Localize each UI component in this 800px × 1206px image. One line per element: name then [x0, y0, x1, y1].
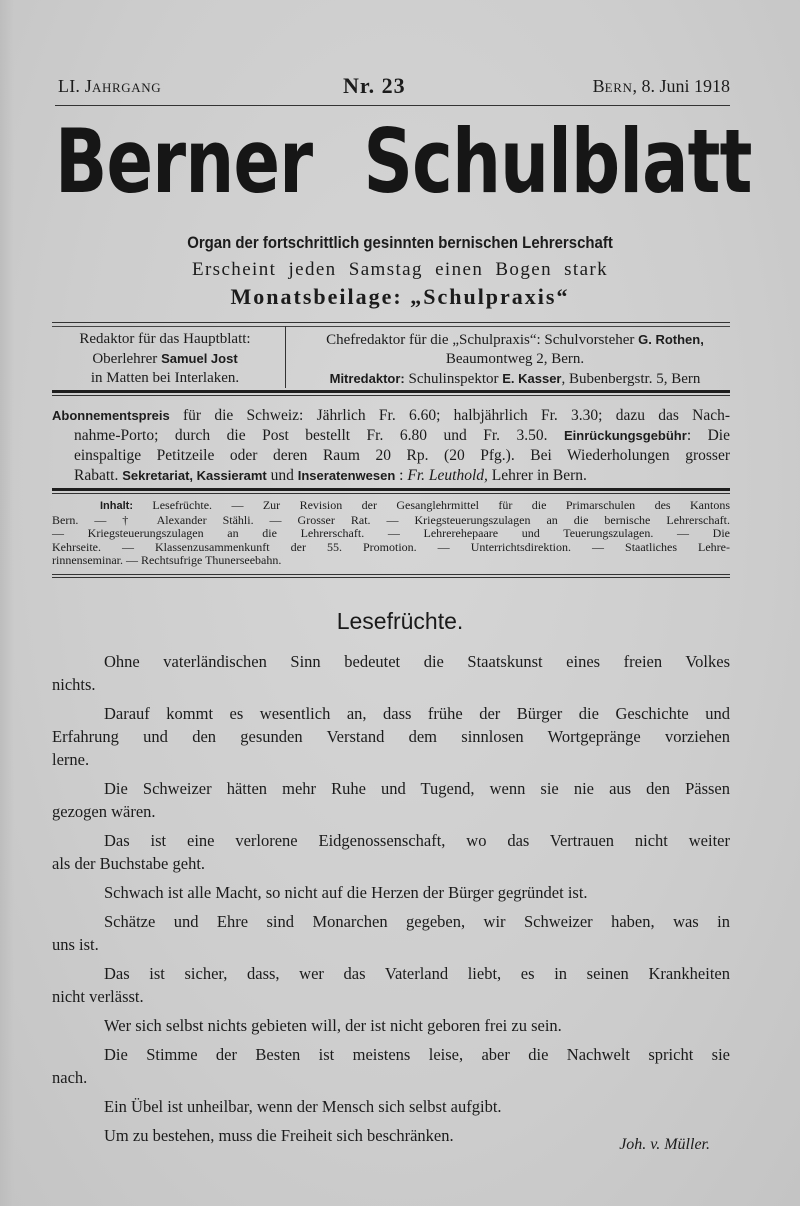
contents-text-1: Lesefrüchte. — Zur Revision der Gesanglehrmittel für die Primarschulen des Kantons — [133, 498, 730, 512]
quote-line: Die Stimme der Besten ist meistens leise, aber die Nachwelt spricht sie — [104, 1045, 730, 1064]
issue-date: , 8. Juni 1918 — [632, 76, 730, 96]
quote-line: Das ist eine verlorene Eidgenossenschaft, wo das Vertrauen nicht weiter — [104, 831, 730, 850]
subscription-line-1 — [52, 406, 730, 426]
subscription-bottom-thin-rule — [52, 493, 730, 494]
main-editor-title: Redaktor für das Hauptblatt: — [79, 331, 251, 347]
quote-line: nicht verlässt. — [52, 987, 144, 1006]
masthead-info-line — [58, 73, 730, 100]
contents-label: Inhalt: — [100, 500, 133, 512]
subscription-post-text: nahme-Porto; durch die Post bestellt Fr. 6.80 und Fr. 3.50. — [74, 427, 565, 444]
quote-paragraph — [52, 910, 730, 956]
contents-bottom-rule-1 — [52, 574, 730, 575]
quote-line: Ohne vaterländischen Sinn bedeutet die Staatskunst eines freien Volkes — [104, 652, 730, 671]
subscription-bottom-heavy-rule — [52, 488, 730, 491]
quote-paragraph — [52, 650, 730, 696]
editors-bottom-thin-rule — [52, 395, 730, 396]
masthead-rule — [55, 105, 730, 106]
quote-paragraph — [52, 702, 730, 771]
quote-paragraph — [52, 881, 730, 904]
main-editor-location: in Matten bei Interlaken. — [90, 370, 240, 386]
subtitle-organ: Organ der fortschrittlich gesinnten bernischen Lehrerschaft — [187, 233, 613, 252]
place-prefix: B — [592, 76, 605, 96]
insertion-fee-suffix: : Die — [686, 427, 730, 444]
quote-line: Um zu bestehen, muss die Freiheit sich beschränken. — [104, 1126, 454, 1145]
issue-number: Nr. 23 — [343, 73, 406, 98]
quote-paragraph — [52, 962, 730, 1008]
quote-line: nichts. — [52, 675, 96, 694]
secretary-name: Fr. Leuthold, — [407, 467, 488, 484]
editors-column-divider — [285, 326, 286, 388]
chief-editor-line — [295, 330, 735, 350]
quote-paragraph — [52, 1095, 730, 1118]
contents-line-5: rinnenseminar. — Rechtsufrige Thunerseebahn. — [52, 553, 282, 567]
quote-line: Die Schweizer hätten mehr Ruhe und Tugend, wenn sie nie aus den Pässen — [104, 779, 730, 798]
quote-paragraph — [52, 1014, 730, 1037]
page-edge-shadow — [0, 0, 14, 1206]
title-word-schulblatt: Schulblatt — [363, 110, 752, 213]
subscription-price-text: für die Schweiz: Jährlich Fr. 6.60; halbjährlich Fr. 3.30; dazu das Nach- — [169, 407, 730, 424]
main-editor-name: Samuel Jost — [161, 351, 238, 366]
insertion-fee-label: Einrückungsgebühr — [564, 428, 687, 443]
colon-text: : — [395, 467, 408, 484]
editors-bottom-heavy-rule — [52, 390, 730, 393]
contents-line-1 — [52, 499, 730, 514]
subscription-info — [52, 406, 730, 486]
discount-text: Rabatt. — [74, 467, 123, 484]
secretariat-label: Sekretariat, Kassieramt — [122, 468, 267, 483]
quotes-list — [52, 650, 730, 1153]
co-editor-label: Mitredaktor: — [329, 371, 405, 386]
quote-line: Ein Übel ist unheilbar, wenn der Mensch sich selbst aufgibt. — [104, 1097, 502, 1116]
quote-line: lerne. — [52, 750, 90, 769]
co-editor-address: , Bubenbergstr. 5, Bern — [561, 371, 701, 387]
table-of-contents — [52, 499, 730, 568]
chief-editor-name: G. Rothen, — [638, 332, 704, 347]
quote-line: Schwach ist alle Macht, so nicht auf die Herzen der Bürger gegründet ist. — [104, 883, 588, 902]
contents-line-2: Bern. — † Alexander Stähli. — Grosser Rat. — Kriegsteuerungszulagen an die bernische Lehrerschaft. — [52, 512, 730, 527]
co-editor-line — [295, 369, 735, 389]
article-title: Lesefrüchte. — [336, 608, 464, 634]
newspaper-title — [55, 110, 752, 213]
advertising-label: Inseratenwesen — [297, 468, 396, 483]
place-smallcaps: ERN — [604, 80, 633, 95]
quote-paragraph — [52, 777, 730, 823]
subtitle-supplement: Monatsbeilage: „Schulpraxis“ — [230, 284, 570, 309]
chief-editor-address: Beaumontweg 2, Bern. — [445, 351, 585, 367]
quote-paragraph — [52, 829, 730, 875]
volume-smallcaps: AHRGANG — [92, 80, 162, 95]
quote-line: uns ist. — [52, 935, 99, 954]
quote-line: Das ist sicher, dass, wer das Vaterland liebt, es in seinen Krankheiten — [104, 964, 730, 983]
volume-prefix: LI. J — [58, 76, 92, 96]
article-attribution: Joh. v. Müller. — [619, 1136, 710, 1153]
place-date — [593, 76, 730, 97]
subscription-line-2 — [52, 426, 730, 446]
quote-line: Darauf kommt es wesentlich an, dass frühe der Bürger die Geschichte und — [104, 704, 730, 723]
secretary-role: Lehrer in Bern. — [487, 467, 587, 484]
volume-label — [58, 76, 161, 97]
contents-line-3: — Kriegsteuerungszulagen an die Lehrerschaft. — Lehrerehepaare und Teuerungszulagen. — Die — [52, 526, 730, 540]
editors-top-rule — [52, 322, 730, 327]
quote-line: Schätze und Ehre sind Monarchen gegeben, wir Schweizer haben, was in — [104, 912, 730, 931]
and-text: und — [266, 467, 298, 484]
subscription-line-4 — [52, 466, 730, 486]
quote-paragraph — [52, 1043, 730, 1089]
contents-line-4: Kehrseite. — Klassenzusammenkunft der 55. Promotion. — Unterrichtsdirektion. — Staatliches Lehre- — [52, 539, 730, 554]
quote-line: nach. — [52, 1068, 88, 1087]
contents-bottom-rule-2 — [52, 577, 730, 578]
co-editor-role: Schulinspektor — [404, 371, 503, 387]
chief-editor-role: Chefredaktor für die „Schulpraxis“: Schulvorsteher — [326, 332, 639, 348]
subscription-line-3: einspaltige Petitzeile oder deren Raum 20 Rp. (20 Pfg.). Bei Wiederholungen grosser — [74, 447, 730, 464]
editors-right-column — [295, 330, 735, 389]
quote-line: als der Buchstabe geht. — [52, 854, 206, 873]
main-editor-role: Oberlehrer — [92, 351, 162, 367]
editors-left-column — [52, 330, 278, 388]
subscription-price-label: Abonnementspreis — [52, 408, 170, 423]
main-editor-name-line — [52, 349, 278, 369]
title-word-berner: Berner — [55, 110, 313, 213]
subtitle-schedule: Erscheint jeden Samstag einen Bogen stark — [191, 259, 609, 280]
quote-line: Wer sich selbst nichts gebieten will, der ist nicht geboren frei zu sein. — [104, 1016, 562, 1035]
co-editor-name: E. Kasser — [502, 371, 562, 386]
quote-line: Erfahrung und den gesunden Verstand dem sinnlosen Wortgepränge vorziehen — [52, 727, 730, 746]
quote-line: gezogen wären. — [52, 802, 156, 821]
